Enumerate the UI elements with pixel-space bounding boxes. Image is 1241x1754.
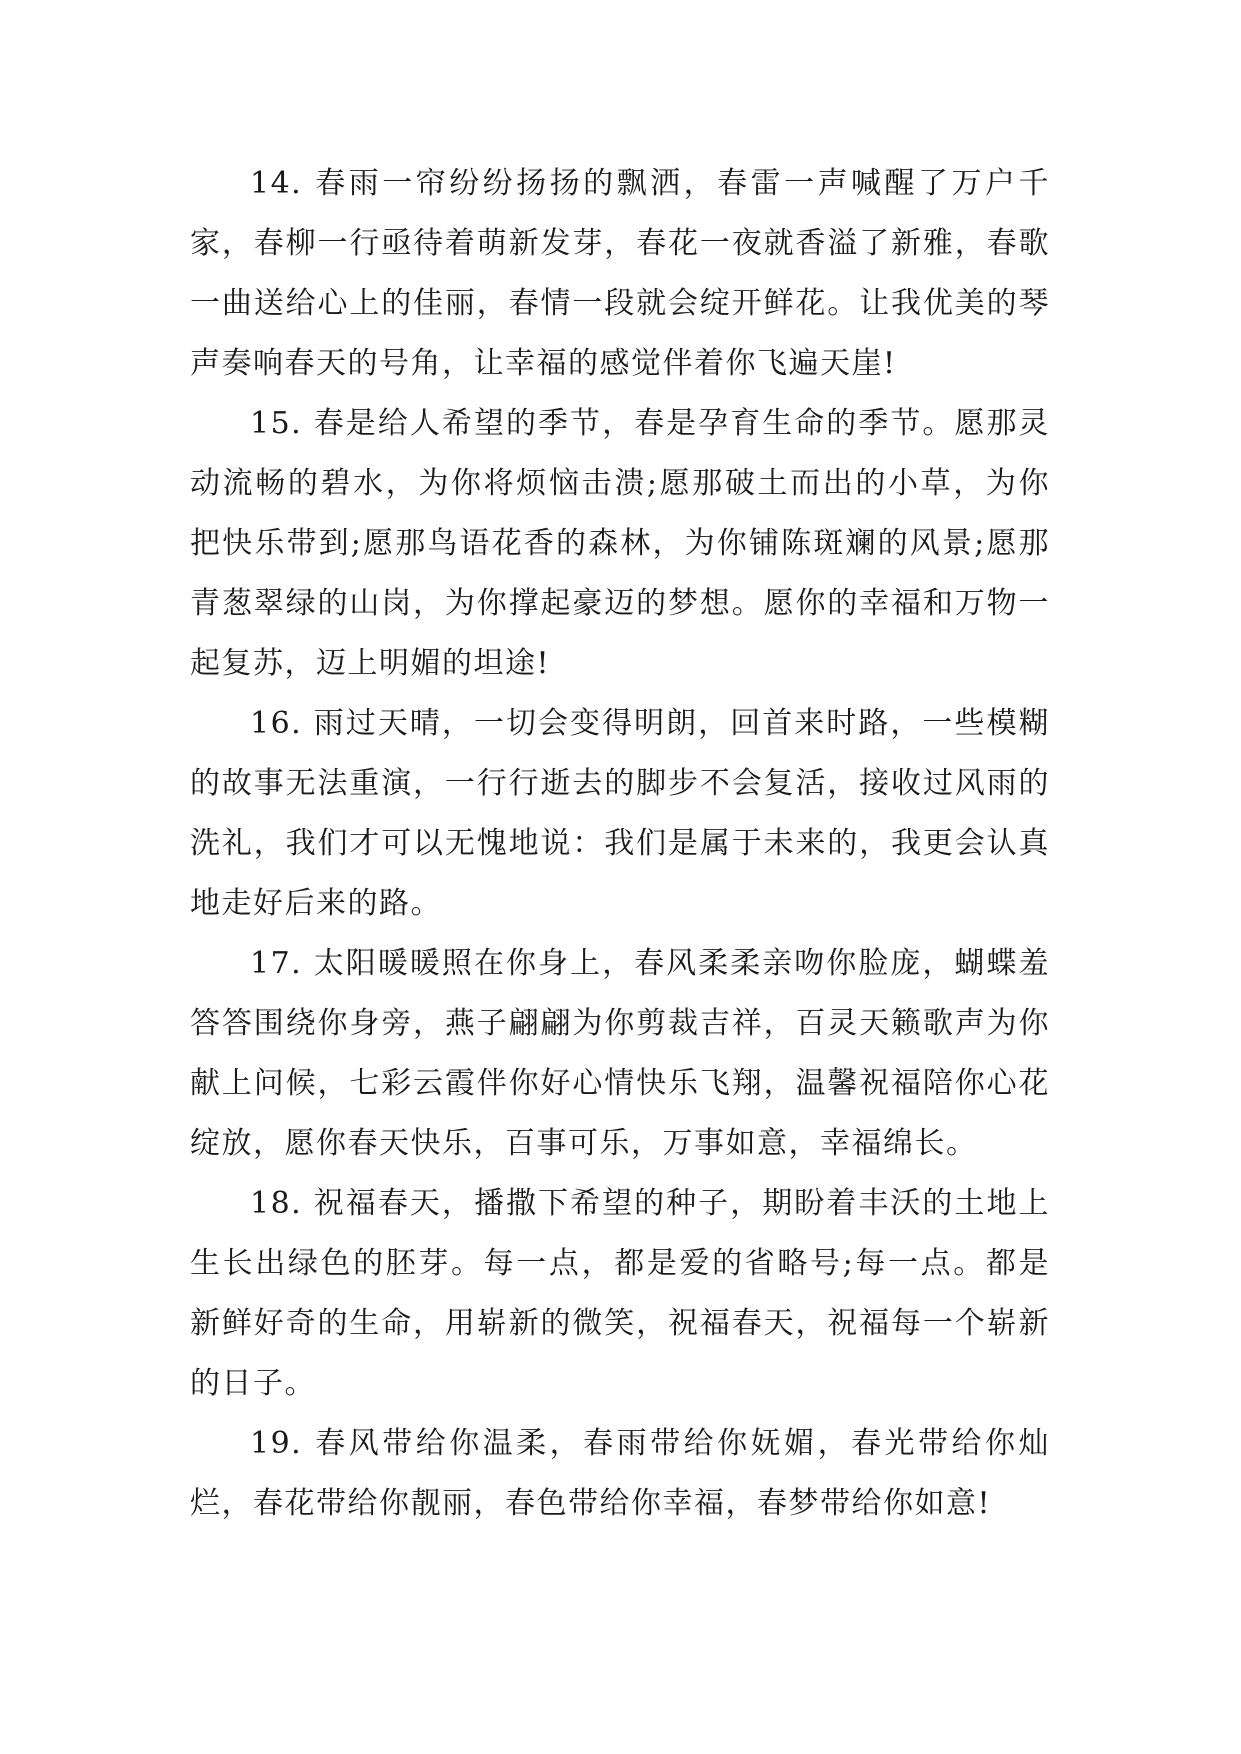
paragraph-14: 14. 春雨一帘纷纷扬扬的飘洒，春雷一声喊醒了万户千家，春柳一行亟待着萌新发芽，春花一夜就香溢了新雅，春歌一曲送给心上的佳丽，春情一段就会绽开鲜花。让我优美的琴声奏响春天的号角，让幸福的感觉伴着你飞遍天崖! [190, 166, 1050, 381]
paragraph-16: 16. 雨过天晴，一切会变得明朗，回首来时路，一些模糊的故事无法重演，一行行逝去的脚步不会复活，接收过风雨的洗礼，我们才可以无愧地说：我们是属于未来的，我更会认真地走好后来的路。 [190, 706, 1050, 921]
paragraph-18: 18. 祝福春天，播撒下希望的种子，期盼着丰沃的土地上生长出绿色的胚芽。每一点，都是爱的省略号;每一点。都是新鲜好奇的生命，用崭新的微笑，祝福春天，祝福每一个崭新的日子。 [190, 1186, 1050, 1401]
paragraph-19: 19. 春风带给你温柔，春雨带给你妩媚，春光带给你灿烂，春花带给你靓丽，春色带给你幸福，春梦带给你如意! [190, 1426, 1050, 1521]
paragraph-15: 15. 春是给人希望的季节，春是孕育生命的季节。愿那灵动流畅的碧水，为你将烦恼击溃;愿那破土而出的小草，为你把快乐带到;愿那鸟语花香的森林，为你铺陈斑斓的风景;愿那青葱翠绿的山岗，为你撑起豪迈的梦想。愿你的幸福和万物一起复苏，迈上明媚的坦途! [190, 406, 1050, 681]
document-page [190, 154, 1050, 1534]
paragraph-17: 17. 太阳暖暖照在你身上，春风柔柔亲吻你脸庞，蝴蝶羞答答围绕你身旁，燕子翩翩为你剪裁吉祥，百灵天籁歌声为你献上问候，七彩云霞伴你好心情快乐飞翔，温馨祝福陪你心花绽放，愿你春天快乐，百事可乐，万事如意，幸福绵长。 [190, 946, 1050, 1161]
